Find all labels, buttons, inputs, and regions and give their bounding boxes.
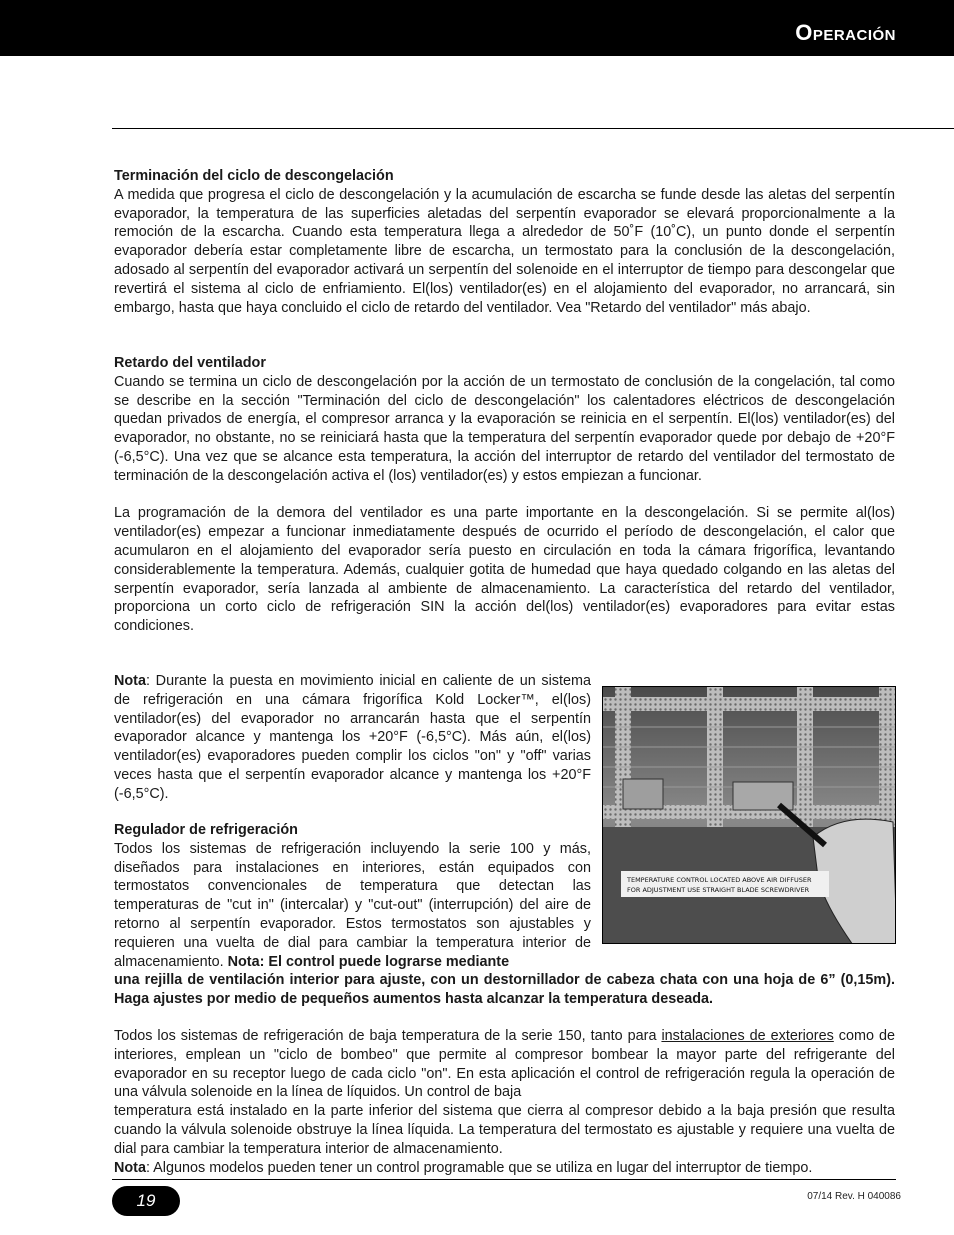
top-divider [112, 128, 954, 129]
photo-label-line-2: FOR ADJUSTMENT USE STRAIGHT BLADE SCREWDRIVER [627, 886, 810, 894]
note2-label: Nota [114, 1159, 146, 1176]
paragraph-low-temp [114, 1027, 895, 1102]
note2-text: : Algunos modelos pueden tener un control programable que se utiliza en lugar del interruptor de tiempo. [145, 1159, 813, 1176]
outdoor-installations-link[interactable]: instalaciones de exteriores [661, 1028, 834, 1044]
page-title: Operación [795, 20, 896, 45]
section-fan-delay [114, 354, 895, 636]
paragraph-fan-delay-1: Cuando se termina un ciclo de descongelación por la acción de un termostato de conclusión de la congelación, tal como se describe en la sección "Terminación del ciclo de descongelación" los calentadores eléctricos de descongelación quedan privados de energía, el compresor arranca y la evaporación se reinicia en el serpentín. El(los) ventilador(es) del evaporador, no obstante, no se reiniciará hasta que la temperatura del serpentín evaporador quede por debajo de +20°F (-6,5°C). Una vez que se alcance esta temperatura, la acción del interruptor de retardo del ventilador del termostato de terminación de la descongelación activa el (los) ventilador(es) y estos empiezan a funcionar. [114, 373, 895, 484]
section-title-regulator: Regulador de refrigeración [114, 822, 298, 838]
header-bar [0, 0, 954, 56]
regulator-note-label: Nota [227, 953, 260, 970]
section-title-defrost-termination: Terminación del ciclo de descongelación [114, 168, 394, 184]
section-defrost-termination [114, 167, 895, 317]
regulator-text: Todos los sistemas de refrigeración incluyendo la serie 100 y más, diseñados para instalaciones en interiores, están equipados con termostatos convencionales de temperatura que detectan las temperaturas de "cut in" (intercalar) y "cut-out" (interrupción) del aire de retorno al serpentín evaporador. Estos termostatos son ajustables y requieren una vuelta de dial para cambiar la temperatura interior de almacenamiento. [114, 840, 591, 970]
paragraph-regulator [114, 840, 591, 972]
section-low-temp [114, 1027, 895, 1177]
document-reference: 07/14 Rev. H 040086 [807, 1191, 901, 1202]
bottom-divider [112, 1179, 896, 1180]
photo-illustration [603, 687, 896, 944]
note-label: Nota [114, 673, 146, 689]
thermostat-adjustment-photo [602, 686, 896, 944]
low-temp-text-end: como de interiores, emplean un "ciclo de bombeo" que permite al compresor bombear la mayor parte del refrigerante del evaporador en su receptor luego de cada ciclo "on". En esta aplicación el control de refrigeración regula la operación de una válvula solenoide en la línea de líquidos. Un control de baja [114, 1028, 895, 1101]
section-refrigeration-regulator [114, 821, 591, 971]
regulator-note-text-1: : El control puede lograrse mediante [259, 953, 510, 970]
section-title-fan-delay: Retardo del ventilador [114, 355, 266, 371]
photo-label-line-1: TEMPERATURE CONTROL LOCATED ABOVE AIR DIFFUSER [627, 876, 812, 884]
low-temp-text-start: Todos los sistemas de refrigeración de baja temperatura de la serie 150, tanto para [114, 1028, 662, 1044]
note-programmable-control [114, 1159, 895, 1178]
note-initial-startup [114, 672, 591, 804]
note-text: : Durante la puesta en movimiento inicial en caliente de un sistema de refrigeración en una cámara frigorífica Kold Locker™, el(los) ventilador(es) del evaporador no arrancarán hasta que el serpentín evaporador alcance y mantenga los +20°F (-6,5°C). Más aún, el(los) ventilador(es) evaporadores pueden complir los ciclos "on" y "off" varias veces hasta que el serpentín evaporador alcance y mantenga los +20°F (-6,5°C). [114, 673, 591, 802]
paragraph-low-temp-cont: temperatura está instalado en la parte inferior del sistema que cierra al compresor debido a la baja presión que resulta cuando la válvula solenoide obstruye la línea líquida. La temperatura del termostato es ajustable y requiere una vuelta de dial para cambiar la temperatura interior de almacenamiento. [114, 1103, 895, 1157]
regulator-note-continued [114, 971, 895, 1009]
paragraph-fan-delay-2: La programación de la demora del ventilador es una parte importante en la descongelación. Si se permite al(los) ventilador(es) empezar a funcionar inmediatamente después de ocurrido el período de descongelación, el calor que acumularon en el alojamiento del evaporador sería puesto en circulación en toda la cámara frigorífica, levantando considerablemente la temperatura. Además, cualquier gotita de humedad que haya quedado colgando en las aletas del serpentín evaporador, sería lanzada al ambiente de almacenamiento. La característica del retardo del ventilador, proporciona un corto ciclo de refrigeración SIN la acción del(los) ventilador(es) evaporadores para evitar estas condiciones. [114, 505, 895, 635]
paragraph-defrost-termination: A medida que progresa el ciclo de descongelación y la acumulación de escarcha se funde desde las aletas del serpentín evaporador, la temperatura de las superficies aletadas del serpentín evaporador se elevará proporcionalmente a la remoción de la escarcha. Cuando esta temperatura llega a alrededor de 50˚F (10˚C), un punto donde el serpentín evaporador debería estar completamente libre de escarcha, un termostato para la conclusión de la descongelación, adosado al serpentín del evaporador activará un serpentín del solenoide en el interruptor de tiempo para descongelar que revertirá el sistema al ciclo de enfriamiento. El(los) ventilador(es) en el alojamiento del evaporador, no arrancará, sin embargo, hasta que haya concluido el ciclo de retardo del ventilador. Vea "Retardo del ventilador" más abajo. [114, 186, 895, 316]
page-number-badge [112, 1186, 180, 1216]
regulator-note-text-2: una rejilla de ventilación interior para ajuste, con un destornillador de cabeza chata con una hoja de 6” (0,15m). Haga ajustes por medio de pequeños aumentos hasta alcanzar la temperatura deseada. [114, 972, 895, 1007]
page-number: 19 [136, 1191, 156, 1210]
